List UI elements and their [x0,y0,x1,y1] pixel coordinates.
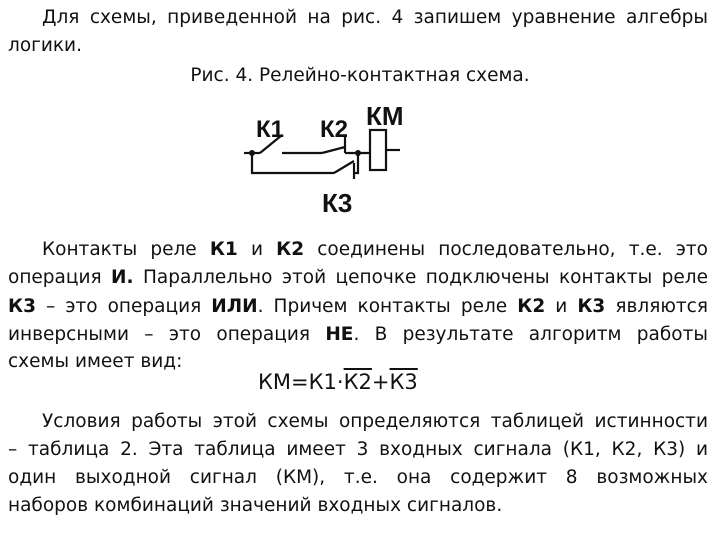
right-node [355,150,361,156]
para2-line-3: К3 – это операция ИЛИ. Причем контакты реле К2 и К3 являются [8,296,708,317]
para2-line-5: схемы имеет вид: [8,351,183,372]
figure-caption: Рис. 4. Релейно-контактная схема. [190,65,530,86]
para3-line-1: Условия работы этой схемы определяются таблицей истинности [42,411,708,432]
label-k3: К3 [322,188,353,217]
para3-line-3: один выходной сигнал (КМ), т.е. она содержит 8 возможных [8,467,708,488]
bottom-wire [252,153,334,173]
para3-line-4: наборов комбинаций значений входных сигналов. [8,495,503,516]
left-node [249,150,255,156]
para2-line-1: Контакты реле К1 и К2 соединены последовательно, т.е. это [42,239,708,260]
intro-line-1: Для схемы, приведенной на рис. 4 запишем уравнение алгебры [42,7,708,28]
para2-line-2: операция И. Параллельно этой цепочке подключены контакты реле [8,267,708,288]
label-k1: К1 [256,116,284,143]
logic-formula: КМ=К1·К2+К3 [258,370,418,394]
relay-contact-diagram [230,97,430,217]
intro-line-2: логики. [8,35,82,56]
label-km: КМ [366,101,404,131]
k3-contact [334,161,354,173]
k2-contact [322,147,345,153]
km-coil [370,130,386,170]
label-k2: К2 [320,116,348,143]
para3-line-2: – таблица 2. Эта таблица имеет 3 входных сигнала (К1, К2, К3) и [8,439,708,460]
para2-line-4: инверсными – это операция НЕ. В результате алгоритм работы [8,324,708,345]
